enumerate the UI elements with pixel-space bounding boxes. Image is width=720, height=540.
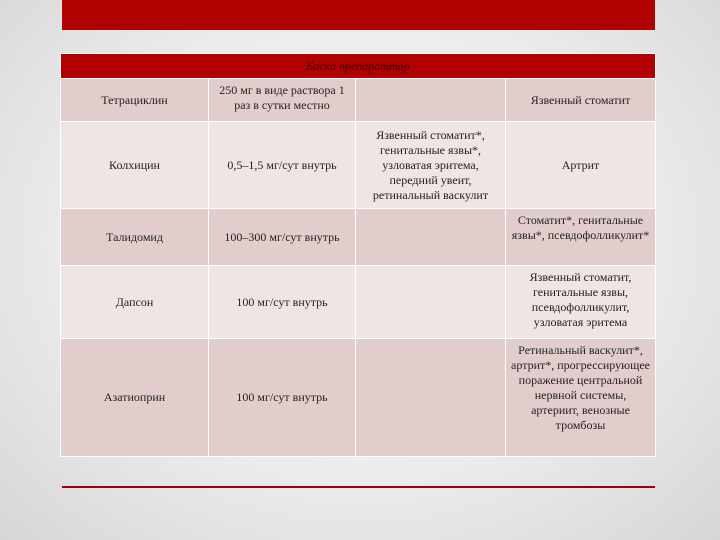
table-row (61, 122, 656, 209)
effect1-cell: Язвенный стоматит*, генитальные язвы*, узловатая эритема, передний увеит, ретинальный васкулит (356, 122, 506, 209)
effect2-cell: Стоматит*, генитальные язвы*, псевдофолликулит* (506, 209, 656, 266)
bottom-divider (62, 486, 655, 488)
dose-cell: 100 мг/сут внутрь (209, 266, 356, 339)
effect2-cell: Язвенный стоматит (506, 79, 656, 122)
effect2-cell: Язвенный стоматит, генитальные язвы, псевдофолликулит, узловатая эритема (506, 266, 656, 339)
drug-cell: Талидомид (61, 209, 209, 266)
effect2-cell: Ретинальный васкулит*, артрит*, прогрессирующее поражение центральной нервной системы, артериит, венозные тромбозы (506, 339, 656, 457)
drug-cell: Колхицин (61, 122, 209, 209)
effect2-cell: Артрит (506, 122, 656, 209)
table-row (61, 79, 656, 122)
table-row (61, 339, 656, 457)
dose-cell: 250 мг в виде раствора 1 раз в сутки местно (209, 79, 356, 122)
dose-cell: 0,5–1,5 мг/сут внутрь (209, 122, 356, 209)
drug-cell: Дапсон (61, 266, 209, 339)
effect1-cell (356, 339, 506, 457)
effect1-cell (356, 209, 506, 266)
drug-cell: Тетрациклин (61, 79, 209, 122)
drug-table (60, 53, 656, 457)
drug-cell: Азатиоприн (61, 339, 209, 457)
table-row (61, 266, 656, 339)
table-header: Баска препараттар (61, 54, 656, 79)
effect1-cell (356, 266, 506, 339)
dose-cell: 100 мг/сут внутрь (209, 339, 356, 457)
top-accent-bar (62, 0, 655, 30)
table-row (61, 209, 656, 266)
effect1-cell (356, 79, 506, 122)
dose-cell: 100–300 мг/сут внутрь (209, 209, 356, 266)
